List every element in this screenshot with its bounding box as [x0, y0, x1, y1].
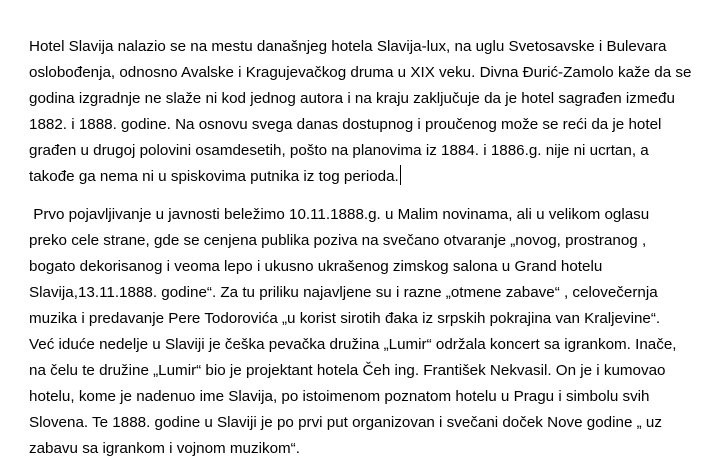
text-line: oslobođenja, odnosno Avalske i Kragujevačkog druma u XIX veku. Divna Đurić-Zamolo kaže da se — [29, 64, 692, 81]
text-line: bogato dekorisanog i veoma lepo i ukusno ukrašenog zimskog salona u Grand hotelu — [29, 258, 603, 275]
text-line: zabavu sa igrankom i vojnom muzikom“. — [29, 440, 300, 457]
text-line: Već iduće nedelje u Slaviji je češka pevačka družina „Lumir“ održala koncert sa igrankom. Inače, — [29, 336, 677, 353]
text-line-with-caret — [29, 164, 719, 190]
paragraph-first-appearance — [29, 202, 719, 462]
text-line: Hotel Slavija nalazio se na mestu današnjeg hotela Slavija-lux, na uglu Svetosavske i Bulevara — [29, 38, 667, 55]
document-body[interactable] — [29, 34, 719, 462]
text-line: na čelu te družine „Lumir“ bio je projektant hotela Čeh ing. František Nekvasil. On je i kumovao — [29, 362, 666, 379]
text-line: muzika i predavanje Pere Todorovića „u korist sirotih đaka iz srpskih pokrajina van Kraljevine“. — [29, 310, 661, 327]
text-line: takođe ga nema ni u spiskovima putnika iz tog perioda. — [29, 168, 399, 185]
text-line: Slavija,13.11.1888. godine“. Za tu priliku najavljene su i razne „otmene zabave“ , celovečernja — [29, 284, 658, 301]
text-line: Prvo pojavljivanje u javnosti beležimo 10.11.1888.g. u Malim novinama, ali u velikom oglasu — [29, 206, 650, 223]
text-line: godina izgradnje ne slaže ni kod jednog autora i na kraju zaključuje da je hotel sagrađen između — [29, 90, 675, 107]
text-line: hotelu, kome je nadenuo ime Slavija, po istoimenom poznatom hotelu u Pragu i simbolu svih — [29, 388, 650, 405]
text-line: Slovena. Te 1888. godine u Slaviji je po prvi put organizovan i svečani doček Nove godine „ uz — [29, 414, 662, 431]
text-line: 1882. i 1888. godine. Na osnovu svega danas dostupnog i proučenog može se reći da je hotel — [29, 116, 662, 133]
paragraph-hotel-history — [29, 34, 719, 190]
text-cursor — [400, 165, 401, 185]
text-line: preko cele strane, gde se cenjena publika poziva na svečano otvaranje „novog, prostranog , — [29, 232, 647, 249]
text-line: građen u drugoj polovini osamdesetih, pošto na planovima iz 1884. i 1886.g. nije ni ucrtan, a — [29, 142, 649, 159]
